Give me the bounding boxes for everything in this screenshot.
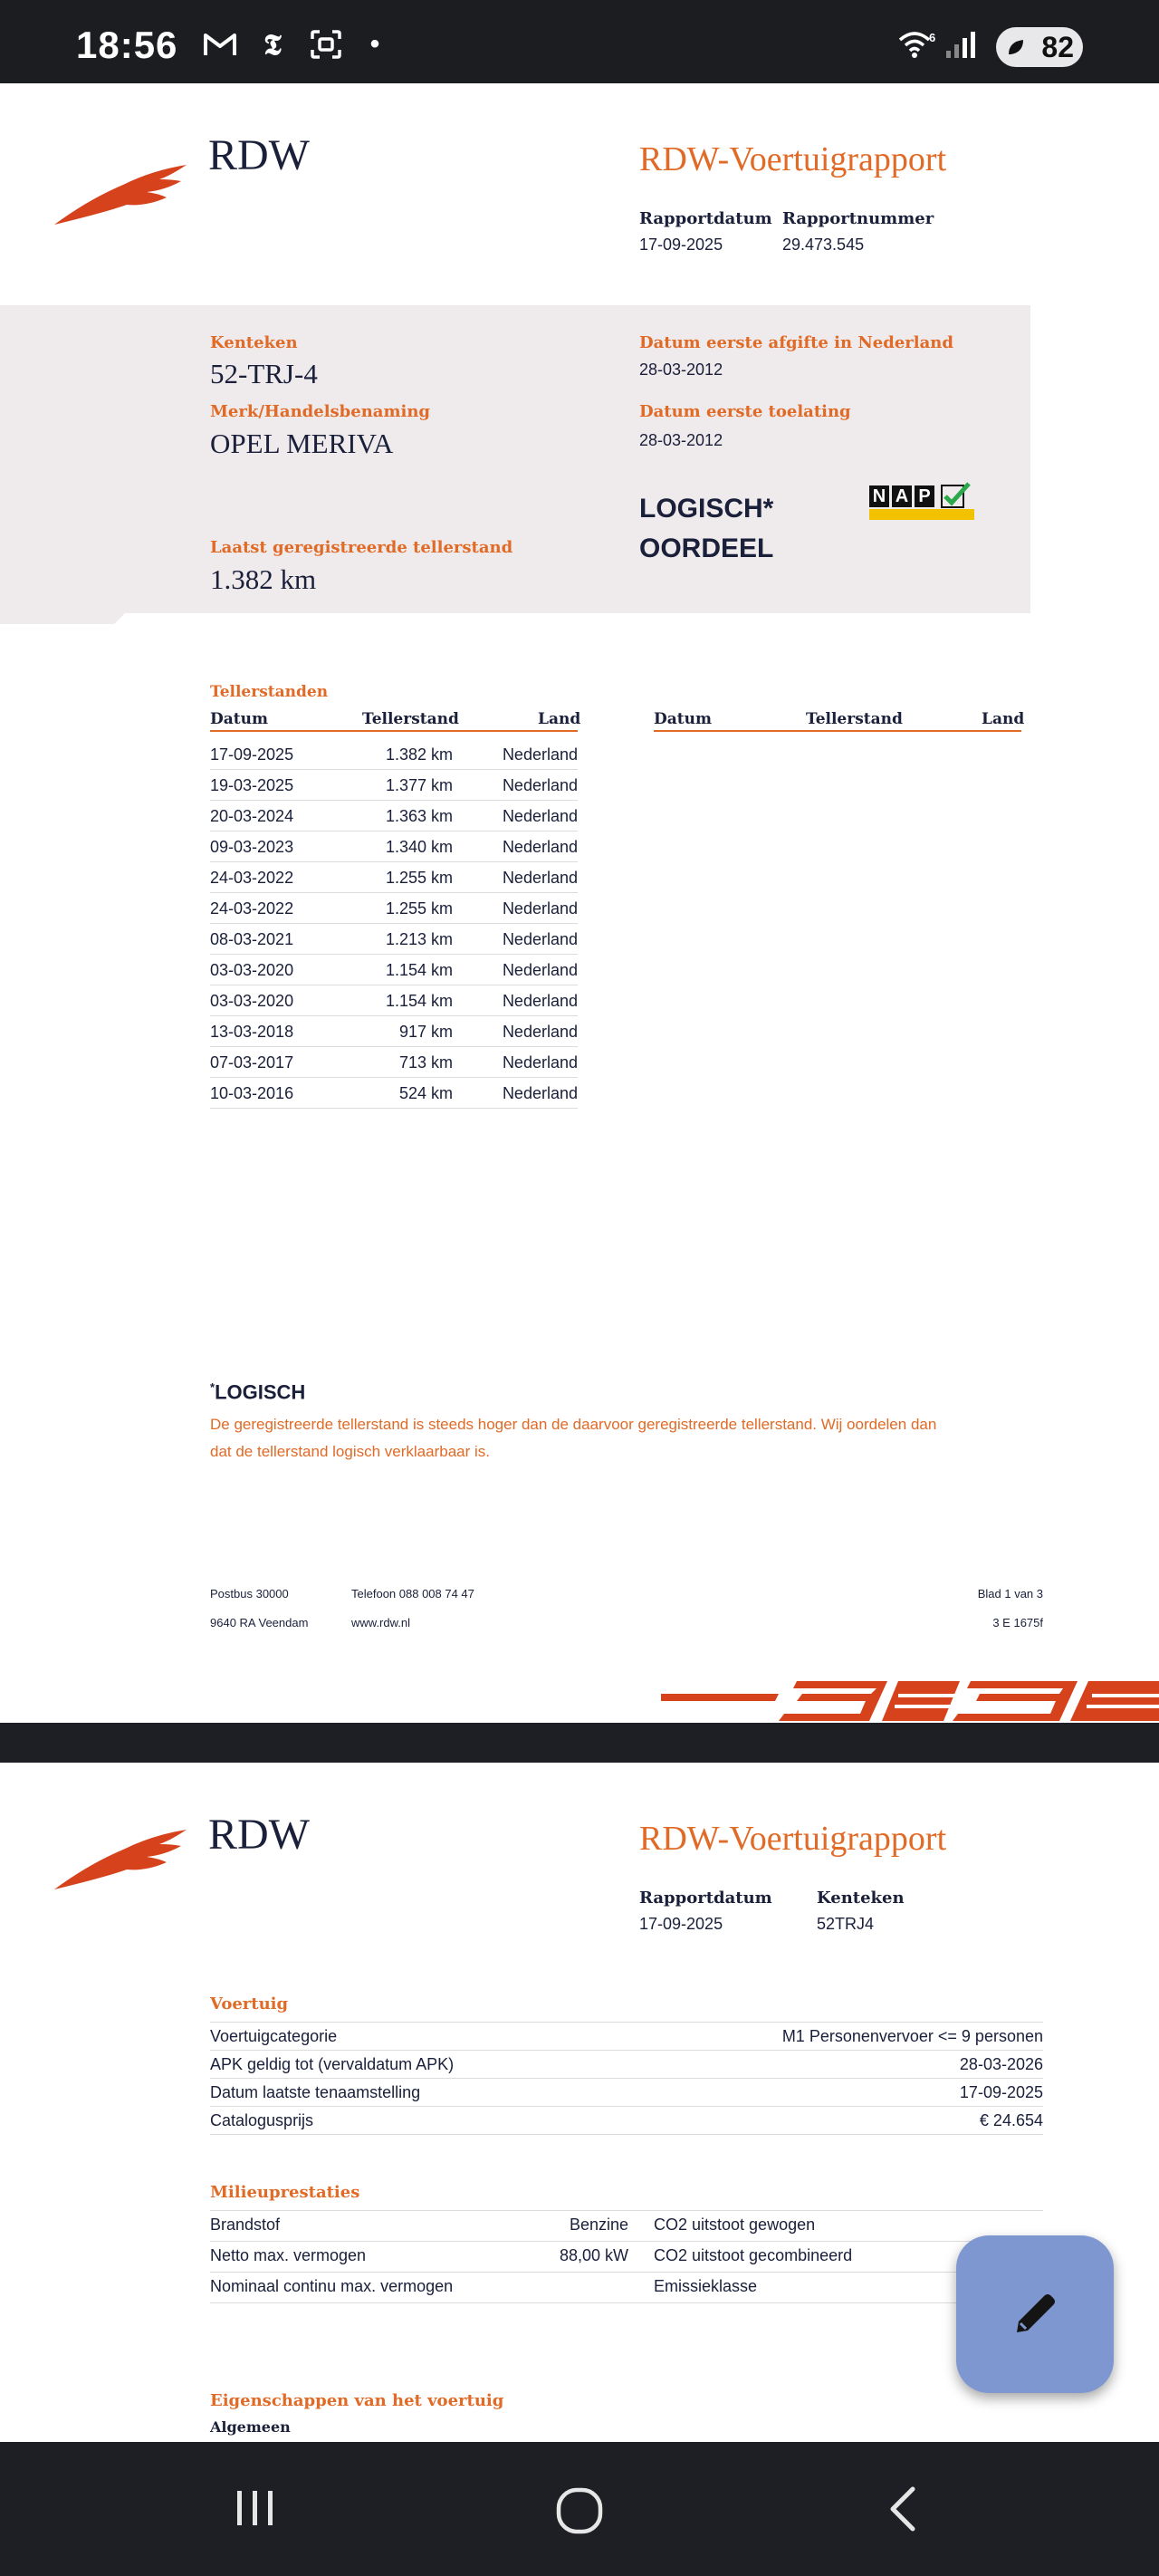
reading-km: 1.255 km	[385, 899, 453, 918]
tellerstanden-title: Tellerstanden	[210, 683, 329, 701]
table-row	[210, 1078, 578, 1109]
battery-level: 82	[1041, 30, 1074, 63]
battery-indicator	[996, 27, 1083, 67]
voertuig-value: 28-03-2026	[959, 2055, 1043, 2073]
reading-date: 09-03-2023	[210, 838, 294, 856]
reading-km: 524 km	[398, 1084, 453, 1102]
voertuig-row	[210, 2079, 1043, 2107]
rapportnummer-label: Rapportnummer	[782, 209, 934, 228]
milieu-label: Nominaal continu max. vermogen	[210, 2277, 454, 2295]
kenteken-label: Kenteken	[210, 333, 298, 352]
pencil-icon	[1006, 2285, 1064, 2343]
voertuig-row	[210, 2023, 1043, 2051]
table-row	[210, 831, 578, 862]
edit-fab-button[interactable]	[956, 2235, 1114, 2393]
reading-country: Nederland	[502, 930, 578, 948]
col-header-tellerstand: Tellerstand	[362, 710, 459, 728]
status-bar	[0, 0, 1159, 83]
nap-letter-n: N	[869, 485, 889, 507]
nap-logo	[869, 485, 974, 520]
reading-km: 1.363 km	[385, 807, 453, 825]
gmail-icon	[201, 29, 239, 60]
milieu-label: Brandstof	[210, 2216, 281, 2234]
voertuig-value: € 24.654	[979, 2111, 1043, 2129]
reading-date: 10-03-2016	[210, 1084, 294, 1102]
reading-date: 24-03-2022	[210, 899, 294, 918]
rapportnummer-value: 29.473.545	[782, 235, 865, 254]
navigation-bar	[0, 2442, 1159, 2576]
reading-date: 20-03-2024	[210, 807, 294, 825]
reading-km: 917 km	[398, 1023, 453, 1041]
recent-apps-icon[interactable]	[232, 2485, 279, 2531]
reading-km: 1.154 km	[385, 992, 453, 1010]
milieu-table	[210, 2210, 1043, 2303]
rdw-stripes-graphic	[661, 1677, 1159, 1723]
footer-postbus: Postbus 30000	[210, 1587, 289, 1600]
kenteken-value: 52-TRJ-4	[210, 358, 318, 389]
reading-km: 1.154 km	[385, 961, 453, 979]
algemeen-label: Algemeen	[210, 2418, 291, 2436]
milieu-value: Benzine	[569, 2216, 628, 2234]
table-row	[210, 739, 578, 770]
screenshot-icon	[308, 29, 344, 60]
note-title: LOGISCH	[215, 1380, 306, 1404]
reading-country: Nederland	[502, 992, 578, 1010]
milieu-label-2: CO2 uitstoot gewogen	[654, 2216, 816, 2234]
table-row	[210, 1016, 578, 1047]
clock: 18:56	[76, 24, 178, 66]
voertuig-table	[210, 2022, 1043, 2135]
reading-country: Nederland	[502, 1053, 578, 1072]
home-icon[interactable]	[554, 2485, 605, 2536]
svg-text:6: 6	[929, 31, 936, 44]
milieu-value: 88,00 kW	[559, 2246, 628, 2264]
milieu-row	[210, 2211, 1043, 2242]
reading-country: Nederland	[502, 807, 578, 825]
reading-country: Nederland	[502, 745, 578, 764]
reading-date: 08-03-2021	[210, 930, 294, 948]
table-row	[210, 985, 578, 1016]
milieu-label-2: Emissieklasse	[654, 2277, 758, 2295]
merk-value: OPEL MERIVA	[210, 428, 394, 459]
col-header-tellerstand-2: Tellerstand	[806, 710, 903, 728]
footer-blad: Blad 1 van 3	[977, 1587, 1043, 1600]
leaf-icon	[1005, 36, 1027, 58]
reading-date: 13-03-2018	[210, 1023, 294, 1041]
col-header-datum-2: Datum	[654, 710, 712, 728]
tellerstanden-table	[210, 739, 578, 1109]
report-title: RDW-Voertuigrapport	[639, 140, 947, 178]
col-header-datum: Datum	[210, 710, 268, 728]
voertuig-label: Voertuigcategorie	[210, 2027, 338, 2045]
reading-country: Nederland	[502, 1023, 578, 1041]
reading-country: Nederland	[502, 961, 578, 979]
table-row	[210, 955, 578, 985]
rapportdatum-value: 17-09-2025	[639, 235, 723, 254]
reading-country: Nederland	[502, 1084, 578, 1102]
table-row	[210, 924, 578, 955]
reading-km: 1.382 km	[385, 745, 453, 764]
voertuig-row	[210, 2051, 1043, 2079]
footer-code: 3 E 1675f	[992, 1616, 1043, 1629]
reading-country: Nederland	[502, 869, 578, 887]
voertuig-label: Catalogusprijs	[210, 2111, 314, 2129]
milieu-label: Netto max. vermogen	[210, 2246, 367, 2264]
eerste-toelating-value: 28-03-2012	[639, 431, 723, 449]
merk-label: Merk/Handelsbenaming	[210, 402, 431, 421]
voertuig-value: M1 Personenvervoer <= 9 personen	[781, 2027, 1043, 2045]
reading-date: 03-03-2020	[210, 961, 294, 979]
voertuig-label: Datum laatste tenaamstelling	[210, 2083, 421, 2101]
eerste-afgifte-value: 28-03-2012	[639, 360, 723, 379]
laatst-tellerstand-value: 1.382 km	[210, 563, 317, 595]
note-text	[210, 1411, 1043, 1466]
nap-letter-p: P	[915, 485, 934, 507]
note-star: *	[210, 1380, 216, 1394]
footer-telefoon: Telefoon 088 008 74 47	[351, 1587, 474, 1600]
col-header-land-2: Land	[982, 710, 1025, 728]
rdw-name-2: RDW	[208, 1811, 310, 1859]
reading-date: 19-03-2025	[210, 776, 294, 794]
rapportdatum-value-2: 17-09-2025	[639, 1915, 723, 1933]
header-rule-2	[654, 730, 1021, 732]
table-row	[210, 893, 578, 924]
header-rule	[210, 730, 578, 732]
reading-date: 24-03-2022	[210, 869, 294, 887]
reading-date: 03-03-2020	[210, 992, 294, 1010]
reading-km: 1.377 km	[385, 776, 453, 794]
footer-address: 9640 RA Veendam	[210, 1616, 309, 1629]
verdict-line-1: LOGISCH*	[639, 494, 774, 524]
reading-date: 07-03-2017	[210, 1053, 294, 1072]
reading-date: 17-09-2025	[210, 745, 294, 764]
voertuig-label: APK geldig tot (vervaldatum APK)	[210, 2055, 455, 2073]
reading-km: 1.213 km	[385, 930, 453, 948]
note-line-1: De geregistreerde tellerstand is steeds hoger dan de daarvoor geregistreerde tellerstand. Wij oordelen dan	[210, 1416, 937, 1433]
voertuig-value: 17-09-2025	[959, 2083, 1043, 2101]
milieu-label-2: CO2 uitstoot gecombineerd	[654, 2246, 853, 2264]
reading-km: 1.255 km	[385, 869, 453, 887]
kenteken-label-2: Kenteken	[817, 1889, 905, 1908]
milieu-row	[210, 2273, 1043, 2303]
back-icon[interactable]	[884, 2484, 924, 2534]
nap-check-icon	[940, 482, 972, 509]
eerste-afgifte-label: Datum eerste afgifte in Nederland	[639, 333, 953, 352]
note-heading	[210, 1380, 305, 1404]
eigenschappen-title: Eigenschappen van het voertuig	[210, 2391, 504, 2410]
rdw-logo-icon	[53, 156, 188, 232]
wifi-icon	[896, 29, 938, 60]
verdict-line-2: OORDEEL	[639, 533, 774, 563]
kenteken-value-2: 52TRJ4	[817, 1915, 875, 1933]
eerste-toelating-label: Datum eerste toelating	[639, 402, 851, 421]
milieu-title: Milieuprestaties	[210, 2183, 360, 2202]
block-tab-shape	[0, 611, 127, 630]
footer-website: www.rdw.nl	[351, 1616, 411, 1629]
reading-country: Nederland	[502, 776, 578, 794]
telegraaf-icon: 𝕿	[263, 26, 282, 62]
rapportdatum-label: Rapportdatum	[639, 209, 772, 228]
nap-yellow-bar	[869, 509, 974, 520]
nap-letter-a: A	[892, 485, 912, 507]
signal-icon	[942, 29, 983, 60]
reading-country: Nederland	[502, 838, 578, 856]
report-title-2: RDW-Voertuigrapport	[639, 1820, 947, 1858]
voertuig-title: Voertuig	[210, 1994, 289, 2014]
table-row	[210, 1047, 578, 1078]
dot-icon: •	[369, 29, 380, 59]
table-row	[210, 770, 578, 801]
table-row	[210, 801, 578, 831]
rdw-logo-icon-2	[53, 1821, 188, 1897]
table-row	[210, 862, 578, 893]
note-line-2: dat de tellerstand logisch verklaarbaar is.	[210, 1443, 490, 1460]
laatst-tellerstand-label: Laatst geregistreerde tellerstand	[210, 538, 513, 557]
milieu-row	[210, 2242, 1043, 2273]
col-header-land: Land	[538, 710, 581, 728]
reading-km: 713 km	[398, 1053, 453, 1072]
rapportdatum-label-2: Rapportdatum	[639, 1889, 772, 1908]
page-divider	[0, 1723, 1159, 1763]
reading-km: 1.340 km	[385, 838, 453, 856]
report-page-1	[0, 83, 1159, 1723]
reading-country: Nederland	[502, 899, 578, 918]
voertuig-row	[210, 2107, 1043, 2135]
rdw-name: RDW	[208, 131, 310, 179]
